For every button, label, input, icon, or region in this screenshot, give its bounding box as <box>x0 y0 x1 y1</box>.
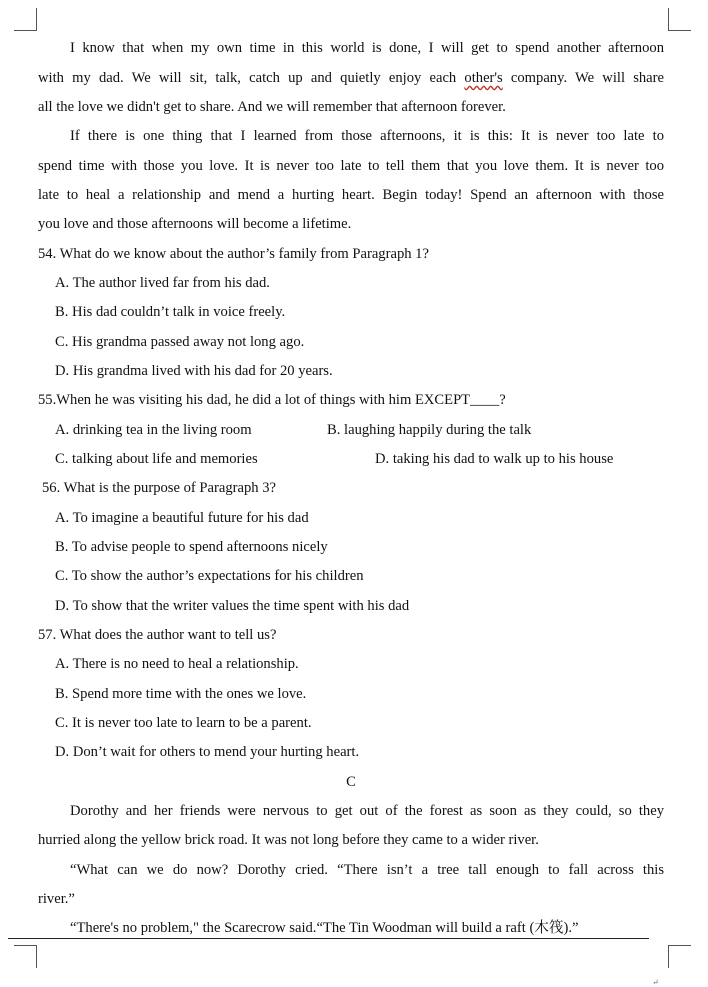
answer-option: A. To imagine a beautiful future for his dad <box>55 510 309 526</box>
question-stem: 57. What does the author want to tell us? <box>38 627 277 643</box>
paragraph-line: hurried along the yellow brick road. It was not long before they came to a wider river. <box>38 832 539 848</box>
paragraph-line: you love and those afternoons will become a lifetime. <box>38 216 352 232</box>
paragraph-mark-icon: ↵ <box>652 978 659 987</box>
answer-option: C. His grandma passed away not long ago. <box>55 334 305 350</box>
paragraph-line: late to heal a relationship and mend a hurting heart. Begin today! Spend an afternoon with those <box>38 187 664 203</box>
paragraph-line: spend time with those you love. It is never too late to tell them that you love them. It is never too <box>38 158 664 174</box>
paragraph-line: “There's no problem," the Scarecrow said.“The Tin Woodman will build a raft (木筏).” <box>70 920 579 936</box>
answer-option: A. There is no need to heal a relationship. <box>55 656 299 672</box>
paragraph-line: If there is one thing that I learned from those afternoons, it is this: It is never too late to <box>70 128 664 144</box>
answer-option: B. His dad couldn’t talk in voice freely. <box>55 304 286 320</box>
page-bottom-rule <box>8 938 649 939</box>
paragraph-line: “What can we do now? Dorothy cried. “There isn’t a tree tall enough to fall across this <box>70 862 664 878</box>
answer-option: C. It is never too late to learn to be a parent. <box>55 715 312 731</box>
answer-option: B. laughing happily during the talk <box>327 422 532 438</box>
paragraph-line: all the love we didn't get to share. And we will remember that afternoon forever. <box>38 99 506 115</box>
question-stem: 56. What is the purpose of Paragraph 3? <box>42 480 276 496</box>
question-stem: 55.When he was visiting his dad, he did a lot of things with him EXCEPT____? <box>38 392 506 408</box>
answer-option: D. His grandma lived with his dad for 20 years. <box>55 363 333 379</box>
margin-corner-bottom-left <box>14 945 37 968</box>
answer-option: A. drinking tea in the living room <box>55 422 252 438</box>
answer-option: B. Spend more time with the ones we love. <box>55 686 307 702</box>
spellcheck-word: other's <box>464 70 503 86</box>
margin-corner-top-left <box>14 8 37 31</box>
question-stem: 54. What do we know about the author’s family from Paragraph 1? <box>38 246 429 262</box>
margin-corner-bottom-right <box>668 945 691 968</box>
paragraph-line: river.” <box>38 891 75 907</box>
answer-option: C. To show the author’s expectations for his children <box>55 568 364 584</box>
answer-option: B. To advise people to spend afternoons nicely <box>55 539 328 555</box>
section-heading: C <box>346 774 356 790</box>
paragraph-line: with my dad. We will sit, talk, catch up and quietly enjoy each other's company. We will share <box>38 70 664 86</box>
answer-option: D. Don’t wait for others to mend your hurting heart. <box>55 744 360 760</box>
answer-option: D. taking his dad to walk up to his house <box>375 451 614 467</box>
answer-option: A. The author lived far from his dad. <box>55 275 270 291</box>
answer-option: D. To show that the writer values the time spent with his dad <box>55 598 410 614</box>
margin-corner-top-right <box>668 8 691 31</box>
answer-option: C. talking about life and memories <box>55 451 258 467</box>
paragraph-line: Dorothy and her friends were nervous to get out of the forest as soon as they could, so they <box>70 803 664 819</box>
paragraph-line: I know that when my own time in this world is done, I will get to spend another afternoon <box>70 40 664 56</box>
